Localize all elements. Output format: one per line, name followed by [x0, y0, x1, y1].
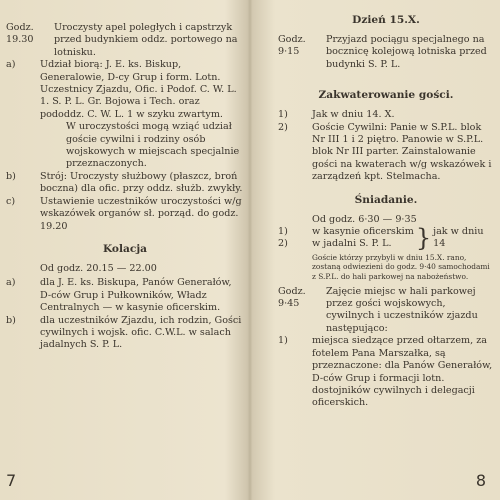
apel-time: Godz. 19.30: [6, 22, 34, 46]
item-label: b): [6, 170, 16, 182]
item-text: Udział biorą: J. E. ks. Biskup, Generalowie, D-cy Grup i form. Lotn. Uczestnicy Zjazdu, Ofic. i Podof. C. W. L. 1. S. P. L. Gr. Bojowa i Tech. oraz pododdz. C. W. L. 1 w szyku zwartym.: [40, 59, 237, 120]
apel-text: Uroczysty apel poległych i capstrzyk przed budynkiem oddz. portowego na lotnisku.: [54, 22, 238, 58]
sniadanie-note: Goście którzy przybyli w dniu 15.X. rano, zostaną odwiezieni do godz. 9·40 samochodami z S.P.L. do hali parkowej na nabożeństwo.: [312, 252, 490, 282]
brace-glyph: }: [415, 224, 432, 253]
item-text: miejsca siedzące przed ołtarzem, za fotelem Pana Marszałka, są przeznaczone: dla Panów Generałów, D-ców Grup i formacji lotn. dostojników cywilnych i delegacji oficerskich.: [312, 335, 493, 409]
kolacja-heading: Kolacja: [102, 242, 148, 255]
arrival-time: Godz. 9·15: [278, 34, 306, 58]
mass-text: Zajęcie miejsc w hali parkowej przez gości wojskowych, cywilnych i uczestników zjazdu następująco:: [326, 285, 478, 334]
mass-item-1: [278, 335, 494, 409]
item-text: w jadalni S. P. L.: [312, 238, 392, 250]
mass-entry: [278, 286, 494, 336]
item-label: 1): [278, 226, 288, 238]
item-label: a): [6, 59, 16, 71]
page-number-right: 8: [475, 471, 486, 490]
arrival-text: Przyjazd pociągu specjalnego na bocznicę kolejową lotniska przed budynki S. P. L.: [326, 34, 487, 70]
kolacja-time: Od godz. 20.15 — 22.00: [40, 262, 157, 274]
item-text: dla J. E. ks. Biskupa, Panów Generałów, D-ców Grup i Pułkowników, Władz Centralnych — w kasynie oficerskim.: [40, 277, 232, 314]
kolacja-item-a: [6, 277, 244, 314]
item-label: 1): [278, 109, 288, 121]
item-label: a): [6, 277, 16, 289]
arrival-entry: [278, 34, 494, 71]
item-text: W uroczystości mogą wziąć udział goście cywilni i rodziny osób wojskowych w miejscach specjalnie przeznaczonych.: [66, 121, 240, 170]
page-number-left: 7: [6, 471, 17, 490]
item-label: b): [6, 314, 16, 326]
zakwaterowanie-heading: Zakwaterowanie gości.: [318, 89, 454, 102]
item-label: 1): [278, 335, 288, 347]
item-label: 2): [278, 121, 288, 133]
item-text: Strój: Uroczysty służbowy (płaszcz, broń boczna) dla ofic. przy oddz. służb. zwykły.: [40, 170, 243, 195]
item-label: c): [6, 195, 16, 207]
apel-entry: [6, 22, 244, 59]
zakw-item-2: [278, 122, 494, 184]
item-text: Jak w dniu 14. X.: [312, 109, 395, 121]
day-heading: Dzień 15.X.: [352, 14, 420, 26]
right-page: [250, 0, 500, 500]
mass-time: Godz. 9·45: [278, 285, 306, 310]
sniadanie-time: Od godz. 6·30 — 9·35: [312, 213, 417, 225]
item-text: Ustawienie uczestników uroczystości w/g wskazówek organów sł. porząd. do godz. 19.20: [40, 195, 242, 232]
apel-item-b: [6, 171, 244, 196]
item-text: dla uczestników Zjazdu, ich rodzin, Gości cywilnych i wojsk. ofic. C.W.L. w salach jadalnych S. P. L.: [40, 314, 242, 351]
zakw-item-1: [278, 109, 494, 121]
apel-item-c: [6, 196, 244, 233]
sniadanie-brace-text: jak w dniu 14: [433, 226, 484, 250]
sniadanie-heading: Śniadanie.: [354, 193, 418, 206]
kolacja-item-b: [6, 315, 244, 352]
item-text: w kasynie oficerskim: [312, 226, 414, 238]
item-text: Goście Cywilni: Panie w S.P.L. blok Nr III 1 i 2 piętro. Panowie w S.P.L. blok Nr III parter. Zainstalowanie gości na kwaterach w/g wskazówek i zarządzeń kpt. Stelmacha.: [312, 121, 492, 183]
item-label: 2): [278, 238, 288, 250]
apel-item-a: [6, 59, 244, 171]
sniadanie-places: [278, 226, 494, 251]
